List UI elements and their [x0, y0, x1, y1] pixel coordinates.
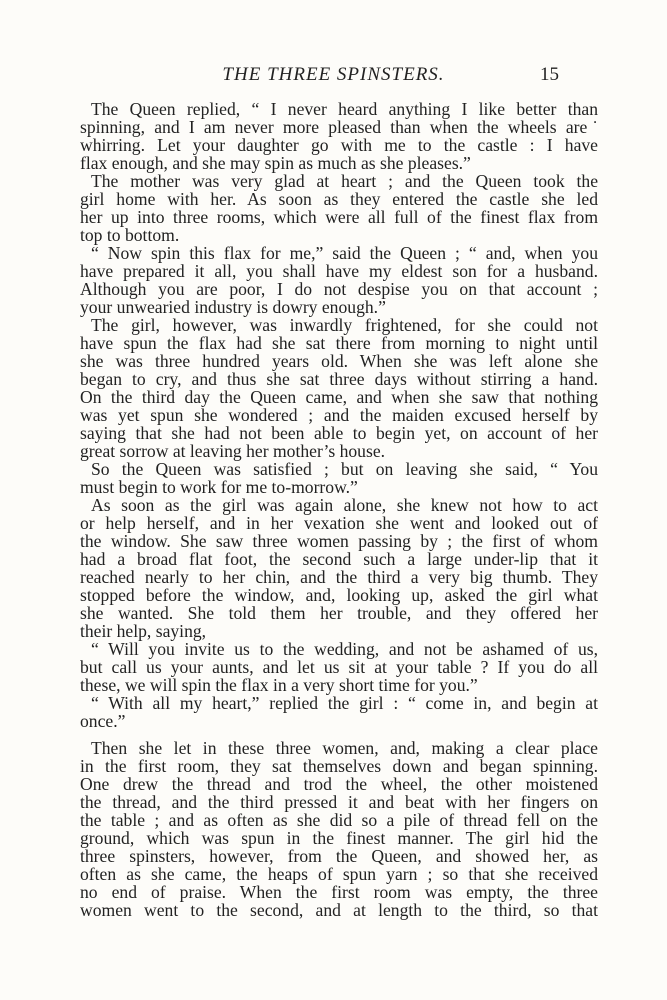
text-line: began to cry, and thus she sat three days without stirring a hand.: [80, 369, 598, 389]
text-line: Then she let in these three women, and, making a clear place: [91, 738, 598, 758]
text-line: stopped before the window, and, looking up, asked the girl what: [80, 585, 598, 605]
text-line: the table ; and as often as she did so a pile of thread fell on the: [80, 810, 598, 830]
running-title: THE THREE SPINSTERS.: [222, 64, 445, 85]
text-line: spinning, and I am never more pleased than when the wheels are˙: [80, 117, 598, 137]
text-line: whirring. Let your daughter go with me to the castle : I have: [80, 135, 598, 155]
text-line: reached nearly to her chin, and the third a very big thumb. They: [80, 567, 598, 587]
text-line: often as she came, the heaps of spun yarn ; so that she received: [80, 864, 598, 884]
text-line: three spinsters, however, from the Queen, and showed her, as: [80, 846, 598, 866]
text-line: flax enough, and she may spin as much as she pleases.”: [80, 153, 471, 173]
text-line: had a broad flat foot, the second such a large under-lip that it: [80, 549, 598, 569]
page-header: [0, 62, 667, 92]
text-line: saying that she had not been able to begin yet, on account of her: [80, 423, 598, 443]
text-line: must begin to work for me to-morrow.”: [80, 477, 358, 497]
text-line: their help, saying,: [80, 621, 207, 641]
text-line: “ With all my heart,” replied the girl : “ come in, and begin at: [91, 693, 598, 713]
text-line: On the third day the Queen came, and when she saw that nothing: [80, 387, 598, 407]
text-line: “ Will you invite us to the wedding, and not be ashamed of us,: [91, 639, 598, 659]
text-line: in the first room, they sat themselves down and began spinning.: [80, 756, 598, 776]
text-line: have spun the flax had she sat there from morning to night until: [80, 333, 598, 353]
page-number: 15: [540, 64, 559, 85]
text-line: she wanted. She told them her trouble, and they offered her: [80, 603, 598, 623]
text-line: or help herself, and in her vexation she went and looked out of: [80, 513, 598, 533]
text-line: these, we will spin the flax in a very short time for you.”: [80, 675, 478, 695]
text-line: she was three hundred years old. When she was left alone she: [80, 351, 598, 371]
text-line: great sorrow at leaving her mother’s house.: [80, 441, 386, 461]
text-line: The girl, however, was inwardly frightened, for she could not: [91, 315, 598, 335]
text-line: no end of praise. When the first room was empty, the three: [80, 882, 598, 902]
text-line: As soon as the girl was again alone, she knew not how to act: [91, 495, 598, 515]
text-line: Although you are poor, I do not despise you on that account ;: [80, 279, 598, 299]
text-line: was yet spun she wondered ; and the maiden excused herself by: [80, 405, 598, 425]
text-line: her up into three rooms, which were all full of the finest flax from: [80, 207, 598, 227]
body-text: [80, 100, 598, 919]
text-line: ground, which was spun in the finest manner. The girl hid the: [80, 828, 598, 848]
text-line: have prepared it all, you shall have my eldest son for a husband.: [80, 261, 598, 281]
text-line: women went to the second, and at length to the third, so that: [80, 900, 598, 920]
text-line: The mother was very glad at heart ; and the Queen took the: [91, 171, 598, 191]
text-line: once.”: [80, 711, 126, 731]
text-line: “ Now spin this flax for me,” said the Queen ; “ and, when you: [91, 243, 598, 263]
text-line: the window. She saw three women passing by ; the first of whom: [80, 531, 598, 551]
text-line: The Queen replied, “ I never heard anything I like better than: [91, 99, 598, 119]
text-line: but call us your aunts, and let us sit at your table ? If you do all: [80, 657, 598, 677]
text-line: the thread, and the third pressed it and beat with her fingers on: [80, 792, 598, 812]
text-line: top to bottom.: [80, 225, 180, 245]
text-line: One drew the thread and trod the wheel, the other moistened: [80, 774, 598, 794]
text-line: your unwearied industry is dowry enough.”: [80, 297, 386, 317]
text-line: So the Queen was satisfied ; but on leaving she said, “ You: [91, 459, 598, 479]
text-line: girl home with her. As soon as they entered the castle she led: [80, 189, 598, 209]
